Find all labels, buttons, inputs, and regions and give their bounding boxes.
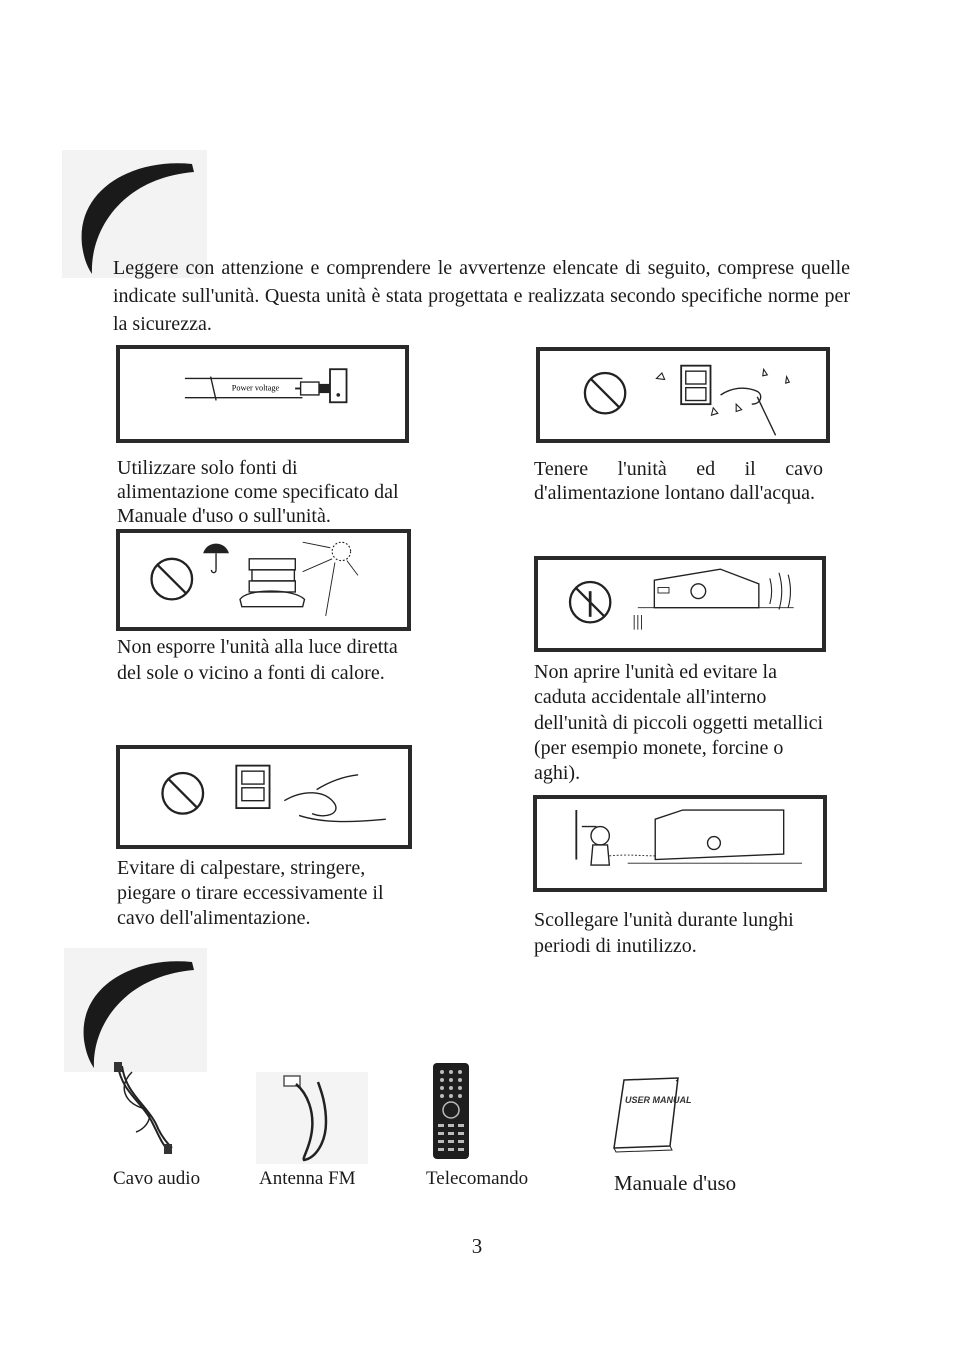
warning-open-caption: Non aprire l'unità ed evitare la caduta accidentale all'interno dell'unità di piccoli oggetti metallici (per esempio monete, forcine o aghi). [534, 661, 824, 785]
power-voltage-text: Power voltage [231, 383, 280, 393]
unplug-warning-illustration [533, 795, 827, 892]
audio-cable-icon [112, 1062, 178, 1154]
warning-cord-caption: Evitare di calpestare, stringere, piegare o tirare eccessivamente il cavo dell'alimentazione. [117, 857, 384, 929]
user-manual-icon [612, 1076, 692, 1152]
warning-sun-caption: Non esporre l'unità alla luce diretta del sole o vicino a fonti di calore. [117, 636, 398, 684]
accessory-label-manual: Manuale d'uso [614, 1171, 737, 1195]
accessory-label-audio-cable: Cavo audio [113, 1168, 201, 1189]
accessory-label-remote: Telecomando [426, 1168, 529, 1189]
sun-heat-warning-illustration [116, 529, 411, 631]
warning-unplug-caption: Scollegare l'unità durante lunghi periodi di inutilizzo. [534, 909, 794, 957]
user-manual-cover-text: USER MANUAL [625, 1095, 692, 1105]
warning-power-caption: Utilizzare solo fonti di alimentazione come specificato dal Manuale d'uso o sull'unità. [117, 457, 399, 527]
do-not-open-illustration [534, 556, 826, 652]
remote-control-icon [432, 1062, 470, 1160]
intro-paragraph: Leggere con attenzione e comprendere le avvertenze elencate di seguito, comprese quelle indicate sull'unità. Questa unità è stata progettata e realizzata secondo specifiche norme per la sicurezza. [113, 257, 850, 335]
accessory-label-fm-antenna: Antenna FM [259, 1168, 356, 1189]
power-cord-warning-illustration [116, 745, 412, 849]
fm-antenna-icon [256, 1072, 368, 1164]
page-number: 3 [471, 1234, 483, 1258]
water-warning-illustration [536, 347, 830, 443]
power-voltage-illustration [116, 345, 409, 443]
warning-water-caption: Tenere l'unità ed il cavo d'alimentazione lontano dall'acqua. [534, 458, 823, 504]
section-swoosh-bottom [64, 948, 207, 1072]
